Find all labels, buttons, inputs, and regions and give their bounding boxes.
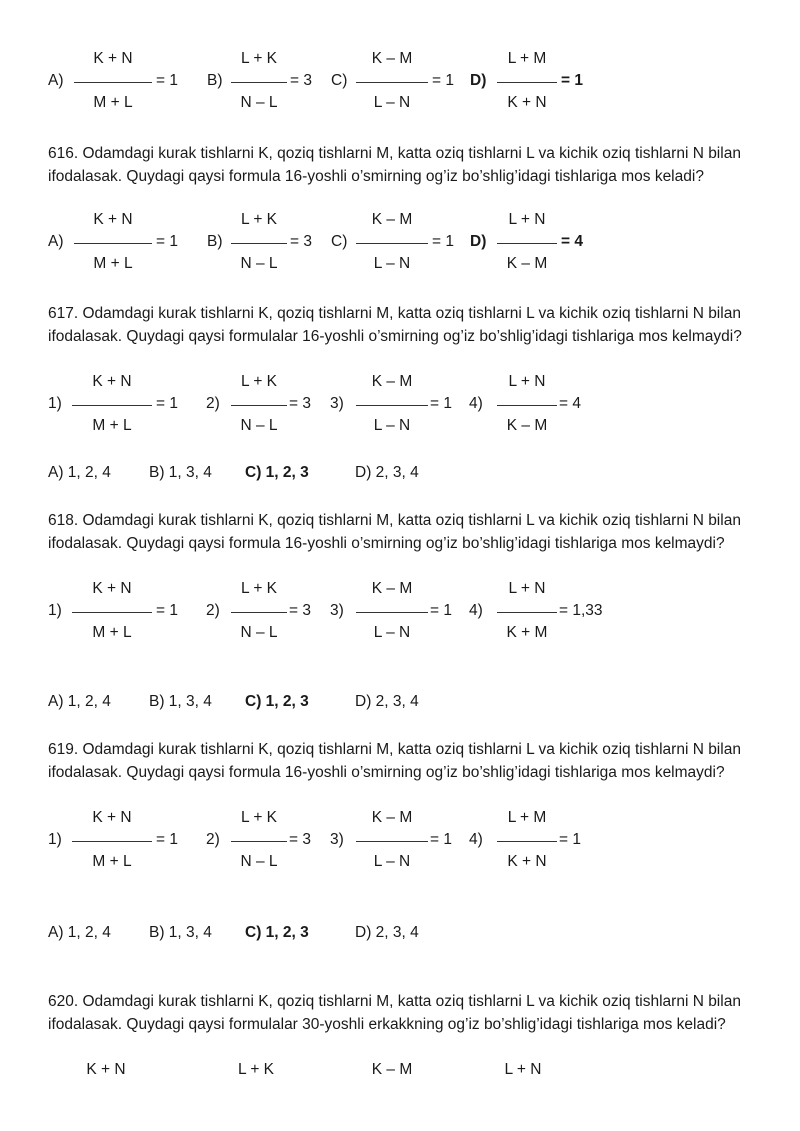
fraction-result: = 1 xyxy=(561,72,583,89)
fraction-bar xyxy=(497,243,557,244)
numerator: L + K xyxy=(240,580,278,597)
option-label-d: D) xyxy=(470,72,487,89)
fraction-result: = 1 xyxy=(156,395,178,412)
option-label-3: 3) xyxy=(330,395,344,412)
fraction-result: = 3 xyxy=(289,831,311,848)
option-label-1: 1) xyxy=(48,395,62,412)
fraction-bar xyxy=(231,612,287,613)
denominator: K – M xyxy=(506,417,548,434)
fraction-bar xyxy=(72,841,152,842)
fraction-bar xyxy=(356,612,428,613)
numerator: L + K xyxy=(240,373,278,390)
fraction-bar xyxy=(497,612,557,613)
numerator: K – M xyxy=(371,50,413,67)
numerator: K + N xyxy=(86,1061,126,1078)
denominator: N – L xyxy=(240,624,278,641)
option-label-1: 1) xyxy=(48,602,62,619)
fraction-result: = 1 xyxy=(156,233,178,250)
fraction-bar xyxy=(74,82,152,83)
option-label-c: C) xyxy=(331,72,348,89)
denominator: M + L xyxy=(92,624,132,641)
denominator: L – N xyxy=(373,624,411,641)
option-label-d: D) xyxy=(470,233,487,250)
answer-a: A) 1, 2, 4 xyxy=(48,924,111,941)
numerator: K – M xyxy=(371,809,413,826)
denominator: M + L xyxy=(93,255,133,272)
numerator: K – M xyxy=(371,1061,413,1078)
numerator: K + N xyxy=(92,809,132,826)
answer-c: C) 1, 2, 3 xyxy=(245,464,309,481)
question-620-text: 620. Odamdagi kurak tishlarni K, qoziq tishlarni M, katta oziq tishlarni L va kichik oziq tishlarni N bilan ifodalasak. Quydagi qaysi formulalar 30-yoshli erkakkning og’iz bo’shlig’idagi tishlariga mos keladi? xyxy=(48,993,741,1033)
fraction-result: = 1 xyxy=(559,831,581,848)
numerator: K – M xyxy=(371,211,413,228)
fraction-bar xyxy=(72,405,152,406)
option-label-3: 3) xyxy=(330,602,344,619)
fraction-bar xyxy=(231,405,287,406)
option-label-b: B) xyxy=(207,72,223,89)
denominator: K + N xyxy=(507,853,547,870)
denominator: L – N xyxy=(373,255,411,272)
fraction-result: = 4 xyxy=(561,233,583,250)
option-label-4: 4) xyxy=(469,831,483,848)
denominator: L – N xyxy=(373,417,411,434)
question-619-text: 619. Odamdagi kurak tishlarni K, qoziq tishlarni M, katta oziq tishlarni L va kichik oziq tishlarni N bilan ifodalasak. Quydagi qaysi formula 16-yoshli o’smirning og’iz bo’shlig’idagi tishlariga mos kelmaydi? xyxy=(48,741,741,781)
fraction-result: = 1 xyxy=(430,395,452,412)
fraction-result: = 3 xyxy=(290,233,312,250)
denominator: N – L xyxy=(240,255,278,272)
numerator: K + N xyxy=(93,211,133,228)
numerator: L + M xyxy=(507,809,547,826)
option-label-b: B) xyxy=(207,233,223,250)
answer-d: D) 2, 3, 4 xyxy=(355,693,419,710)
fraction-result: = 1 xyxy=(156,602,178,619)
fraction-result: = 1 xyxy=(432,233,454,250)
fraction-bar xyxy=(497,82,557,83)
option-label-c: C) xyxy=(331,233,348,250)
option-label-1: 1) xyxy=(48,831,62,848)
numerator: L + N xyxy=(504,1061,542,1078)
fraction-bar xyxy=(356,841,428,842)
fraction-result: = 1,33 xyxy=(559,602,603,619)
fraction-result: = 3 xyxy=(289,395,311,412)
fraction-result: = 3 xyxy=(290,72,312,89)
fraction-result: = 1 xyxy=(156,831,178,848)
fraction-row-619 xyxy=(0,809,800,875)
denominator: M + L xyxy=(92,417,132,434)
numerator: L + N xyxy=(508,211,546,228)
denominator: K + N xyxy=(507,94,547,111)
fraction-bar xyxy=(356,243,428,244)
answer-a: A) 1, 2, 4 xyxy=(48,693,111,710)
answer-b: B) 1, 3, 4 xyxy=(149,693,212,710)
numerator: L + N xyxy=(508,580,546,597)
fraction-bar xyxy=(356,405,428,406)
fraction-row-616 xyxy=(0,211,800,277)
fraction-result: = 1 xyxy=(156,72,178,89)
numerator: L + K xyxy=(240,211,278,228)
fraction-bar xyxy=(72,612,152,613)
option-label-4: 4) xyxy=(469,395,483,412)
answer-b: B) 1, 3, 4 xyxy=(149,924,212,941)
answer-a: A) 1, 2, 4 xyxy=(48,464,111,481)
answer-b: B) 1, 3, 4 xyxy=(149,464,212,481)
fraction-result: = 1 xyxy=(432,72,454,89)
numerator: L + M xyxy=(507,50,547,67)
fraction-bar xyxy=(497,841,557,842)
fraction-result: = 3 xyxy=(289,602,311,619)
fraction-bar xyxy=(497,405,557,406)
option-label-2: 2) xyxy=(206,831,220,848)
fraction-row-620-numerators xyxy=(0,1061,800,1083)
fraction-bar xyxy=(74,243,152,244)
fraction-bar xyxy=(231,841,287,842)
numerator: K – M xyxy=(371,580,413,597)
denominator: K – M xyxy=(506,255,548,272)
numerator: K – M xyxy=(371,373,413,390)
denominator: N – L xyxy=(240,94,278,111)
option-label-2: 2) xyxy=(206,395,220,412)
fraction-row-618 xyxy=(0,580,800,646)
option-label-2: 2) xyxy=(206,602,220,619)
answer-c: C) 1, 2, 3 xyxy=(245,924,309,941)
answer-c: C) 1, 2, 3 xyxy=(245,693,309,710)
option-label-a: A) xyxy=(48,72,64,89)
denominator: L – N xyxy=(373,94,411,111)
fraction-result: = 1 xyxy=(430,602,452,619)
answer-d: D) 2, 3, 4 xyxy=(355,924,419,941)
denominator: N – L xyxy=(240,853,278,870)
denominator: K + M xyxy=(506,624,548,641)
denominator: N – L xyxy=(240,417,278,434)
fraction-result: = 4 xyxy=(559,395,581,412)
denominator: L – N xyxy=(373,853,411,870)
numerator: K + N xyxy=(92,373,132,390)
numerator: L + K xyxy=(240,50,278,67)
fraction-bar xyxy=(231,243,287,244)
question-617-text: 617. Odamdagi kurak tishlarni K, qoziq tishlarni M, katta oziq tishlarni L va kichik oziq tishlarni N bilan ifodalasak. Quydagi qaysi formulalar 16-yoshli o’smirning og’iz bo’shlig’idagi tishlariga mos kelmaydi? xyxy=(48,305,742,345)
fraction-result: = 1 xyxy=(430,831,452,848)
numerator: L + K xyxy=(237,1061,275,1078)
option-label-4: 4) xyxy=(469,602,483,619)
denominator: M + L xyxy=(93,94,133,111)
question-616-text: 616. Odamdagi kurak tishlarni K, qoziq tishlarni M, katta oziq tishlarni L va kichik oziq tishlarni N bilan ifodalasak. Quydagi qaysi formula 16-yoshli o’smirning og’iz bo’shlig’idagi tishlariga mos keladi? xyxy=(48,145,741,185)
option-label-3: 3) xyxy=(330,831,344,848)
fraction-bar xyxy=(356,82,428,83)
question-618-text: 618. Odamdagi kurak tishlarni K, qoziq tishlarni M, katta oziq tishlarni L va kichik oziq tishlarni N bilan ifodalasak. Quydagi qaysi formula 16-yoshli o’smirning og’iz bo’shlig’idagi tishlariga mos kelmaydi? xyxy=(48,512,741,552)
denominator: M + L xyxy=(92,853,132,870)
fraction-row-617 xyxy=(0,373,800,439)
numerator: K + N xyxy=(92,580,132,597)
numerator: L + K xyxy=(240,809,278,826)
numerator: L + N xyxy=(508,373,546,390)
numerator: K + N xyxy=(93,50,133,67)
option-label-a: A) xyxy=(48,233,64,250)
answer-d: D) 2, 3, 4 xyxy=(355,464,419,481)
fraction-bar xyxy=(231,82,287,83)
fraction-row-top xyxy=(0,50,800,116)
